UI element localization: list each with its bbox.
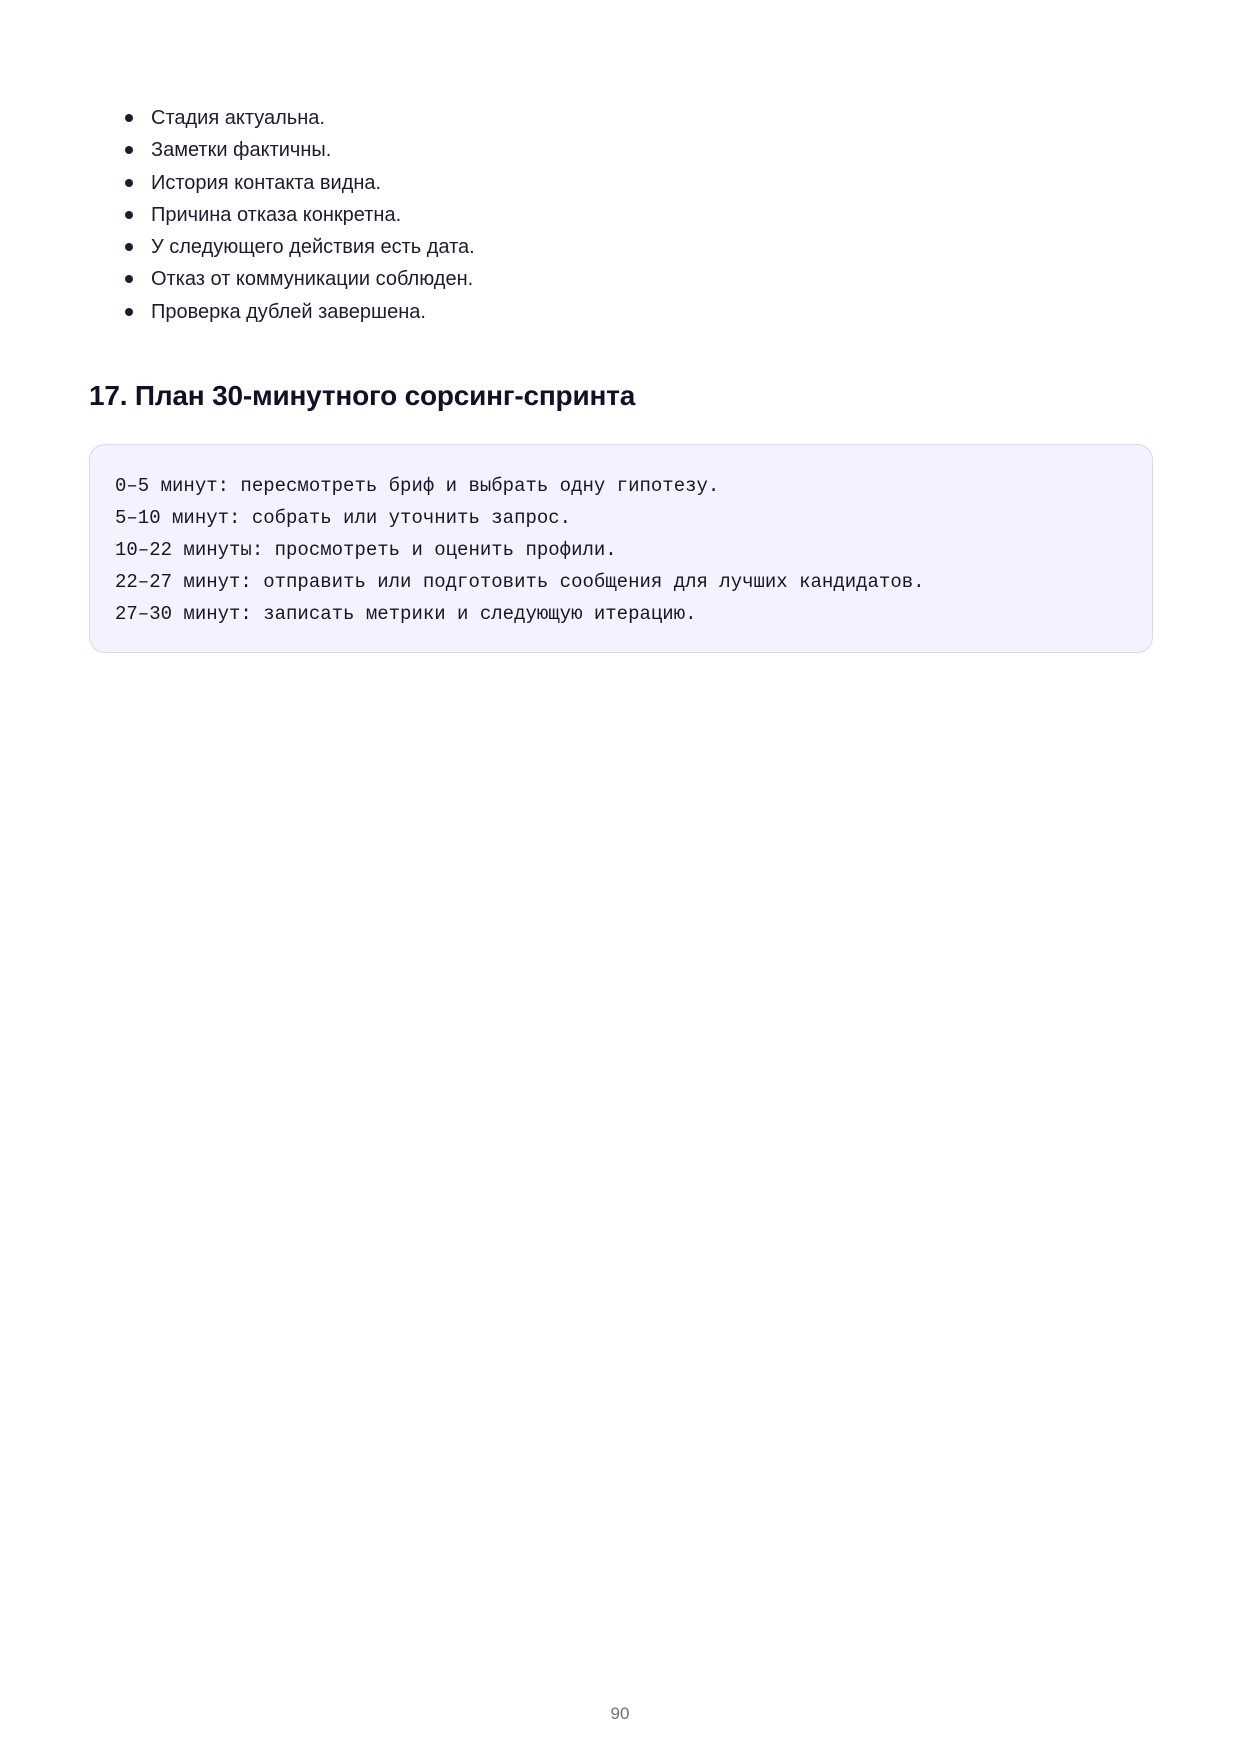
list-item <box>122 167 475 199</box>
section-heading: 17. План 30-минутного сорсинг-спринта <box>89 380 636 411</box>
checklist <box>122 102 475 328</box>
code-line: 22–27 минут: отправить или подготовить сообщения для лучших кандидатов. <box>115 571 925 593</box>
bullet-dot-icon <box>125 211 133 219</box>
list-item-text: Заметки фактичны. <box>151 139 332 162</box>
code-line: 10–22 минуты: просмотреть и оценить профили. <box>115 539 617 561</box>
list-item-text: История контакта видна. <box>151 171 382 194</box>
list-item <box>122 296 475 328</box>
bullet-dot-icon <box>125 179 133 187</box>
bullet-dot-icon <box>125 308 133 316</box>
bullet-dot-icon <box>125 146 133 154</box>
page-number: 90 <box>610 1704 630 1723</box>
list-item <box>122 263 475 295</box>
list-item-text: Стадия актуальна. <box>151 107 325 129</box>
code-line: 0–5 минут: пересмотреть бриф и выбрать одну гипотезу. <box>115 475 720 497</box>
code-line: 27–30 минут: записать метрики и следующую итерацию. <box>115 603 697 625</box>
list-item-text: Отказ от коммуникации соблюден. <box>151 268 474 291</box>
bullet-dot-icon <box>125 114 133 122</box>
bullet-dot-icon <box>125 275 133 283</box>
list-item <box>122 199 475 231</box>
list-item-text: Причина отказа конкретна. <box>151 203 402 226</box>
list-item <box>122 231 475 263</box>
bullet-dot-icon <box>125 243 133 251</box>
list-item <box>122 102 475 134</box>
sprint-plan-code-block <box>89 444 1153 653</box>
list-item-text: Проверка дублей завершена. <box>151 300 426 323</box>
list-item-text: У следующего действия есть дата. <box>151 236 475 259</box>
list-item <box>122 134 475 166</box>
code-line: 5–10 минут: собрать или уточнить запрос. <box>115 507 572 529</box>
